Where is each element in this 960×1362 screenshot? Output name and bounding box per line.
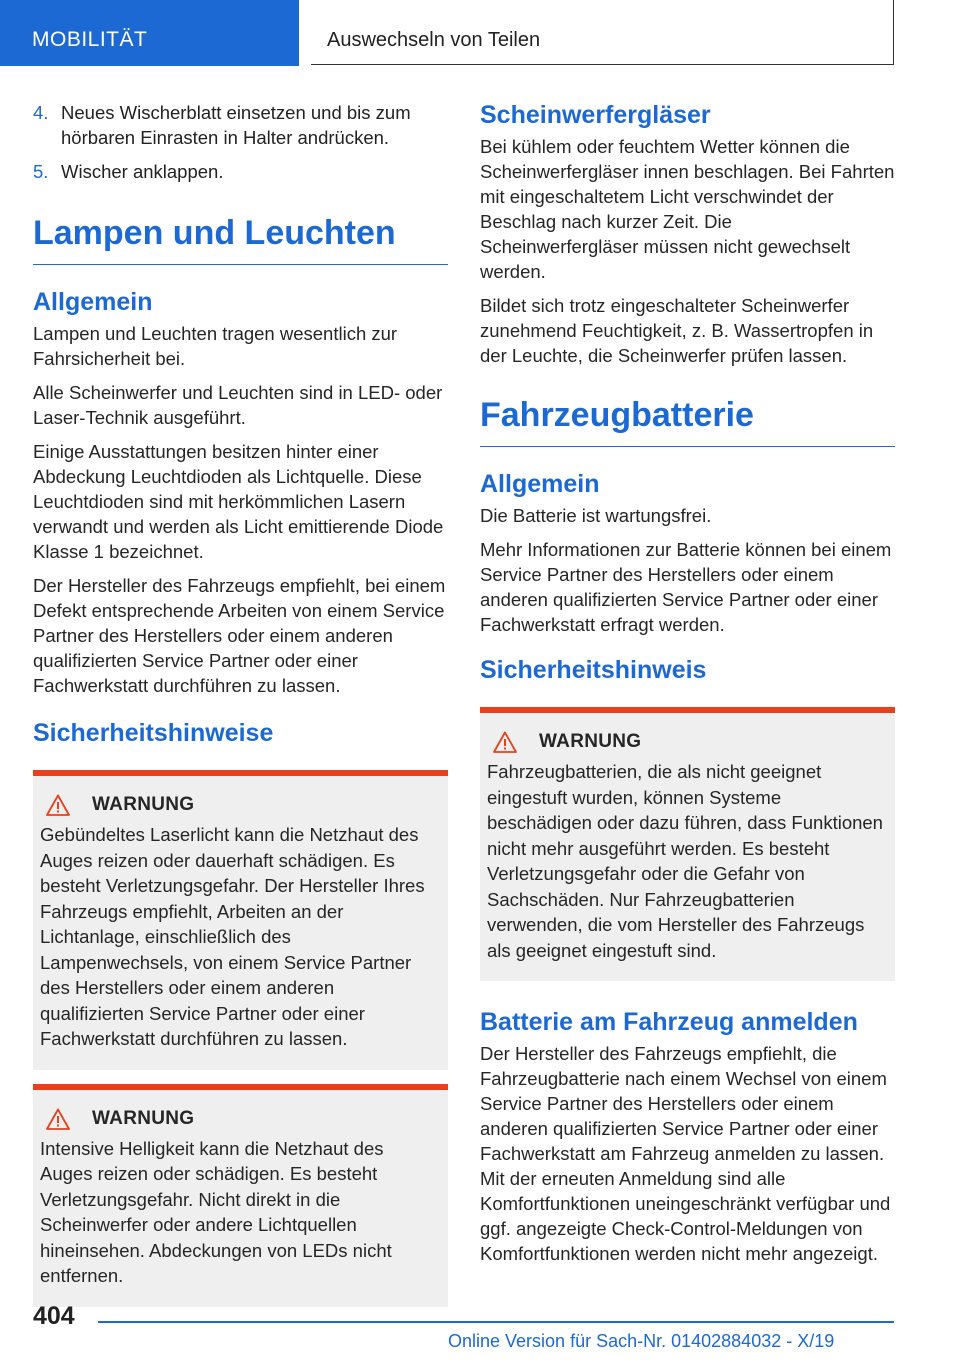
warning-triangle-icon (46, 794, 70, 816)
paragraph: Alle Scheinwerfer und Leuchten sind in LED- oder Laser-Technik ausgeführt. (33, 382, 443, 428)
step-text: Wischer anklappen. (61, 161, 224, 182)
right-column (480, 100, 895, 1275)
warning-label: WARNUNG (92, 1107, 195, 1129)
page-number: 404 (33, 1302, 75, 1330)
list-item (33, 100, 448, 150)
paragraph: Der Hersteller des Fahrzeugs empfiehlt, die Fahrzeugbatterie nach einem Wechsel von einem Service Partner des Herstellers oder einem anderen qualifizierten Service Partner oder einer Fachwerkstatt am Fahrzeug anmelden zu lassen. Mit der erneuten Anmeldung sind alle Komfortfunktionen uneingeschränkt verfügbar und ggf. angezeigte Check-Control-Meldungen von Komfortfunktionen werden nicht mehr angezeigt. (480, 1043, 891, 1264)
warning-label: WARNUNG (92, 794, 195, 815)
warning-box (33, 1084, 448, 1307)
paragraph: Mehr Informationen zur Batterie können bei einem Service Partner des Herstellers oder einem anderen qualifizierten Service Partner oder einer Fachwerkstatt erfragt werden. (480, 539, 892, 635)
section-title: MOBILITÄT (32, 28, 148, 51)
heading-safety: Sicherheitshinweise (33, 719, 274, 747)
paragraph: Einige Ausstattungen besitzen hinter einer Abdeckung Leuchtdioden als Lichtquelle. Diese Leuchtdioden sind mit herkömmlichen Lasern verwandt und werden als Licht emittierende Diode Klasse 1 bezeichnet. (33, 441, 444, 562)
paragraph: Der Hersteller des Fahrzeugs empfiehlt, bei einem Defekt entsprechende Arbeiten von einem Service Partner des Herstellers oder einem anderen qualifizierten Service Partner oder einer Fachwerkstatt durchführen zu lassen. (33, 575, 446, 696)
paragraph: Lampen und Leuchten tragen wesentlich zur Fahrsicherheit bei. (33, 323, 398, 369)
footer-divider (98, 1321, 894, 1323)
warning-text: Intensive Helligkeit kann die Netzhaut des Auges reizen oder schädigen. Es besteht Verletzungsgefahr. Nicht direkt in die Scheinwerfer oder andere Lichtquellen hineinsehen. Abdeckungen von LEDs nicht entfernen. (40, 1137, 392, 1286)
warning-box (480, 707, 895, 981)
warning-header (40, 794, 440, 816)
paragraph: Die Batterie ist wartungsfrei. (480, 505, 712, 526)
chapter-header (311, 0, 894, 65)
chapter-title: Auswechseln von Teilen (327, 29, 541, 51)
list-item (33, 159, 448, 184)
warning-triangle-icon (46, 1108, 70, 1130)
left-column (33, 100, 448, 1321)
heading-safety: Sicherheitshinweis (480, 656, 707, 684)
warning-label: WARNUNG (539, 731, 642, 752)
step-text: Neues Wischerblatt einsetzen und bis zum hörbaren Einrasten in Halter andrücken. (61, 102, 411, 148)
warning-text: Gebündeltes Laserlicht kann die Netzhaut des Auges reizen oder dauerhaft schädigen. Es besteht Verletzungsgefahr. Der Hersteller Ihres Fahrzeugs empfiehlt, Arbeiten an der Lichtanlage, einschließlich des Lampenwechsels, von einem Service Partner des Herstellers oder einem anderen qualifizierten Service Partner oder einer Fachwerkstatt durchführen zu lassen. (40, 824, 425, 1049)
footer-version: Online Version für Sach-Nr. 01402884032 - X/19 (448, 1331, 835, 1351)
step-number: 5. (33, 161, 49, 182)
warning-header (487, 731, 887, 753)
heading-allgemein: Allgemein (33, 288, 153, 316)
heading-scheinwerferglaeser: Scheinwerfergläser (480, 101, 711, 129)
heading-batterie-anmelden: Batterie am Fahrzeug anmelden (480, 1008, 858, 1036)
heading-lampen: Lampen und Leuchten (33, 214, 448, 265)
warning-header (40, 1108, 440, 1130)
warning-triangle-icon (493, 731, 517, 753)
paragraph: Bei kühlem oder feuchtem Wetter können die Scheinwerfergläser innen beschlagen. Bei Fahrten mit eingeschaltetem Licht verschwindet der Beschlag nach kurzer Zeit. Die Scheinwerfergläser müssen nicht gewechselt werden. (480, 136, 895, 282)
warning-box (33, 770, 448, 1070)
heading-allgemein: Allgemein (480, 470, 600, 498)
paragraph: Bildet sich trotz eingeschalteter Scheinwerfer zunehmend Feuchtigkeit, z. B. Wassertropfen in der Leuchte, die Scheinwerfer prüfen lassen. (480, 295, 874, 366)
step-number: 4. (33, 102, 49, 123)
section-tab (0, 0, 299, 66)
warning-text: Fahrzeugbatterien, die als nicht geeignet eingestuft wurden, können Systeme beschädigen oder dazu führen, dass Funktionen nicht mehr ausgeführt werden. Es besteht Verletzungsgefahr oder die Gefahr von Sachschäden. Nur Fahrzeugbatterien verwenden, die vom Hersteller des Fahrzeugs als geeignet eingestuft sind. (487, 761, 883, 961)
heading-fahrzeugbatterie: Fahrzeugbatterie (480, 396, 895, 447)
